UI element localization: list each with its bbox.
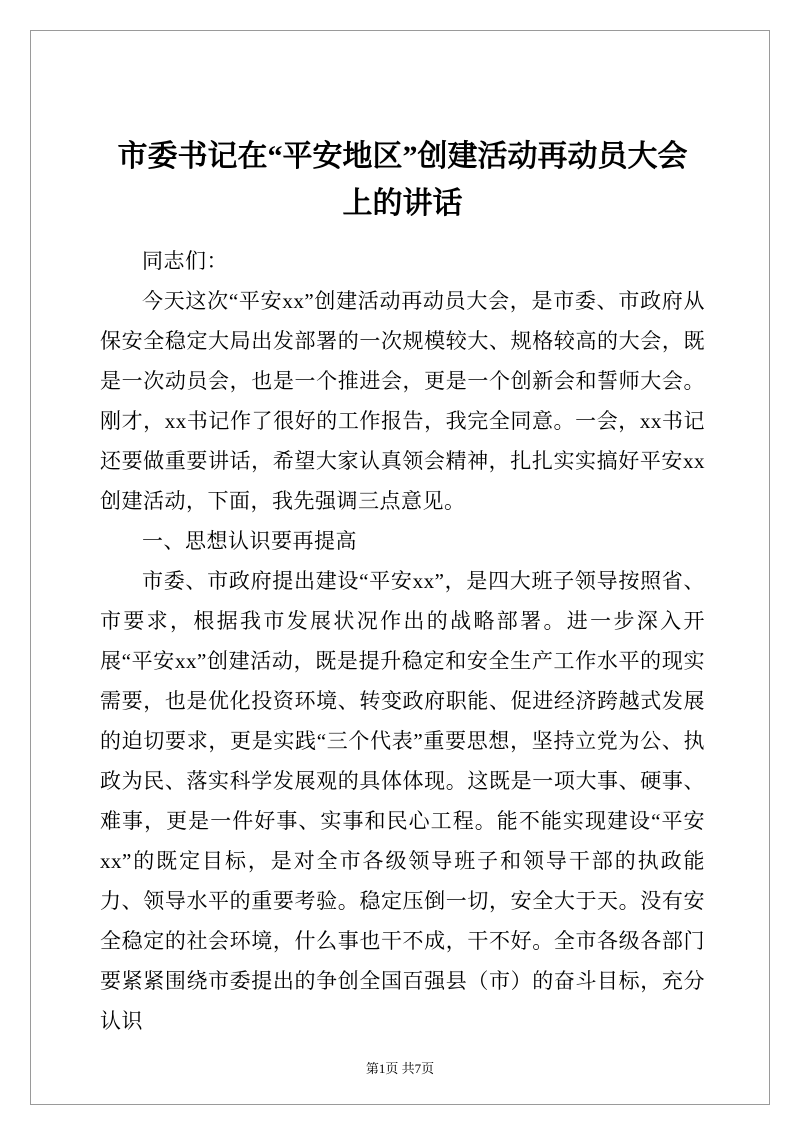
page-footer [0,1058,800,1077]
paragraph: 一、思想认识要再提高 [142,529,357,553]
document-title-line-2: 上的讲话 [342,187,463,220]
document-content [100,133,705,1041]
page-number-label: 第1页 共7页 [365,1061,435,1076]
paragraph: 今天这次“平安xx”创建活动再动员大会，是市委、市政府从保安全稳定大局出发部署的一次规模较大、规格较高的大会，既是一次动员会，也是一个推进会，更是一个创新会和誓师大会。刚才，xx书记作了很好的工作报告，我完全同意。一会，xx书记还要做重要讲话，希望大家认真领会精神，扎扎实实搞好平安xx创建活动，下面，我先强调三点意见。 [100,289,705,513]
paragraph: 同志们： [142,249,228,273]
document-title-line-1: 市委书记在“平安地区”创建活动再动员大会 [117,140,688,173]
document-body [100,241,705,1041]
paragraph: 市委、市政府提出建设“平安xx”，是四大班子领导按照省、市要求，根据我市发展状况作出的战略部署。进一步深入开展“平安xx”创建活动，既是提升稳定和安全生产工作水平的现实需要，也是优化投资环境、转变政府职能、促进经济跨越式发展的迫切要求，更是实践“三个代表”重要思想，坚持立党为公、执政为民、落实科学发展观的具体体现。这既是一项大事、硬事、难事，更是一件好事、实事和民心工程。能不能实现建设“平安xx”的既定目标，是对全市各级领导班子和领导干部的执政能力、领导水平的重要考验。稳定压倒一切，安全大于天。没有安全稳定的社会环境，什么事也干不成，干不好。全市各级各部门要紧紧围绕市委提出的争创全国百强县（市）的奋斗目标，充分认识 [100,569,705,1033]
document-title [100,133,705,227]
